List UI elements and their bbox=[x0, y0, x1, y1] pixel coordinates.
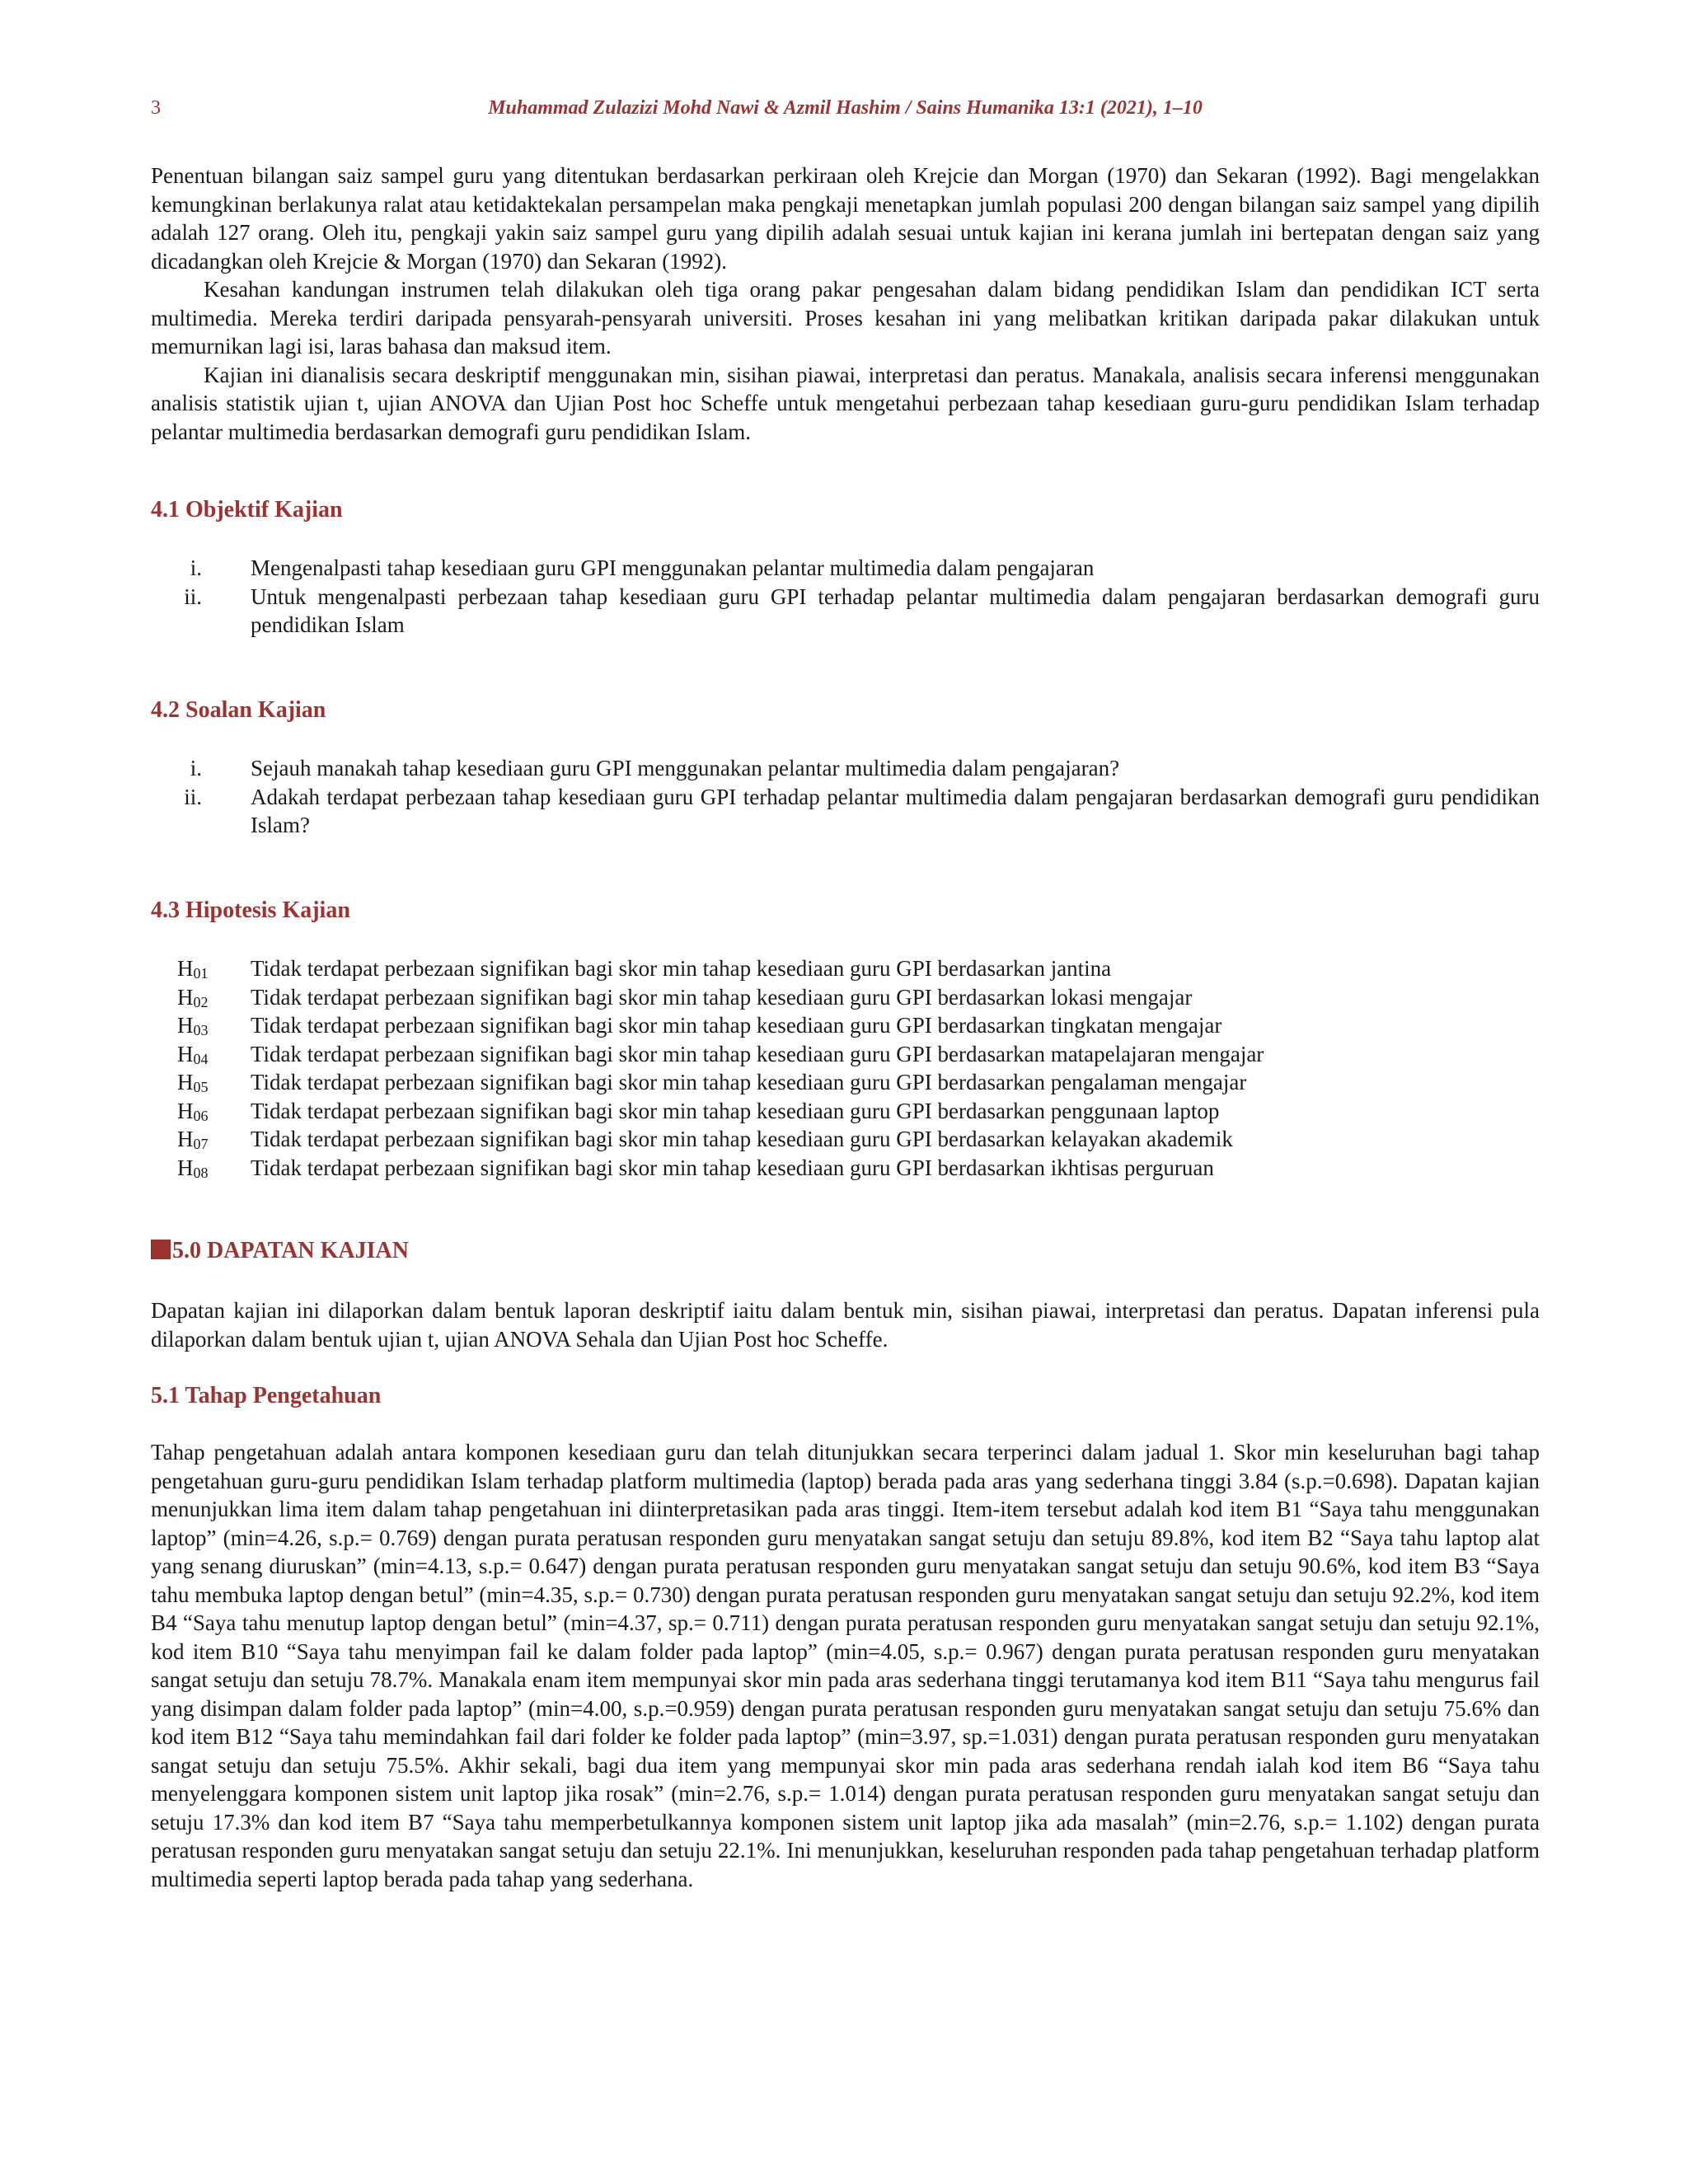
intro-section bbox=[151, 162, 1540, 446]
hypothesis-text: Tidak terdapat perbezaan signifikan bagi skor min tahap kesediaan guru GPI berdasarkan pengalaman mengajar bbox=[251, 1070, 1247, 1094]
list-item-text: Untuk mengenalpasti perbezaan tahap kesediaan guru GPI terhadap pelantar multimedia dalam pengajaran berdasarkan demografi guru pendidikan Islam bbox=[251, 583, 1540, 637]
page-header bbox=[151, 97, 1540, 130]
hypotheses-list bbox=[151, 954, 1540, 1182]
section-knowledge bbox=[151, 1383, 1540, 1409]
hypothesis-text: Tidak terdapat perbezaan signifikan bagi skor min tahap kesediaan guru GPI berdasarkan lokasi mengajar bbox=[251, 984, 1193, 1010]
list-marker: ii. bbox=[184, 784, 202, 809]
hypothesis-label: $H_{05}$ bbox=[177, 1070, 209, 1095]
hypothesis-text: Tidak terdapat perbezaan signifikan bagi skor min tahap kesediaan guru GPI berdasarkan kelayakan akademik bbox=[251, 1127, 1233, 1151]
section-questions bbox=[151, 697, 1540, 724]
hypothesis-label: $H_{03}$ bbox=[177, 1013, 209, 1038]
list-item bbox=[151, 783, 1540, 840]
list-item bbox=[151, 754, 1540, 783]
hypothesis-item bbox=[151, 1040, 1540, 1069]
hypothesis-item bbox=[151, 1011, 1540, 1040]
hypothesis-item bbox=[151, 983, 1540, 1012]
paragraph-validity: Kesahan kandungan instrumen telah dilakukan oleh tiga orang pakar pengesahan dalam bidang pendidikan Islam dan pendidikan ICT serta multimedia. Mereka terdiri daripada pensyarah-pensyarah universiti. Proses kesahan ini yang melibatkan kritikan daripada pakar dilakukan untuk memurnikan lagi isi, laras bahasa dan maksud item. bbox=[151, 277, 1540, 359]
list-marker: i. bbox=[190, 756, 202, 780]
section-heading: 4.3 Hipotesis Kajian bbox=[151, 898, 350, 923]
section-objectives bbox=[151, 497, 1540, 523]
paragraph-findings: Dapatan kajian ini dilaporkan dalam bentuk laporan deskriptif iaitu dalam bentuk min, sisihan piawai, interpretasi dan peratus. Dapatan inferensi pula dilaporkan dalam bentuk ujian t, ujian ANOVA Sehala dan Ujian Post hoc Scheffe. bbox=[151, 1298, 1540, 1352]
hypothesis-label: $H_{06}$ bbox=[177, 1098, 209, 1124]
hypothesis-item bbox=[151, 1154, 1540, 1183]
paragraph-knowledge: Tahap pengetahuan adalah antara komponen kesediaan guru dan telah ditunjukkan secara terperinci dalam jadual 1. Skor min keseluruhan bagi tahap pengetahuan guru-guru pendidikan Islam terhadap platform multimedia (laptop) berada pada aras yang sederhana tinggi 3.84 (s.p.=0.698). Dapatan kajian menunjukkan lima item dalam tahap pengetahuan ini diinterpretasikan pada aras tinggi. Item-item tersebut adalah kod item B1 “Saya tahu menggunakan laptop” (min=4.26, s.p.= 0.769) dengan purata peratusan responden guru menyatakan sangat setuju dan setuju 89.8%, kod item B2 “Saya tahu laptop alat yang senang diuruskan” (min=4.13, s.p.= 0.647) dengan purata peratusan responden guru menyatakan sangat setuju dan setuju 90.6%, kod item B3 “Saya tahu membuka laptop dengan betul” (min=4.35, s.p.= 0.730) dengan purata peratusan responden guru menyatakan sangat setuju dan setuju 92.2%, kod item B4 “Saya tahu menutup laptop dengan betul” (min=4.37, sp.= 0.711) dengan purata peratusan responden guru menyatakan sangat setuju dan setuju 92.1%, kod item B10 “Saya tahu menyimpan fail ke dalam folder pada laptop” (min=4.05, s.p.= 0.967) dengan purata peratusan responden guru menyatakan sangat setuju dan setuju 78.7%. Manakala enam item mempunyai skor min pada aras sederhana tinggi terutamanya kod item B11 “Saya tahu mengurus fail yang disimpan dalam folder pada laptop” (min=4.00, s.p.=0.959) dengan purata peratusan responden guru menyatakan sangat setuju dan setuju 75.6% dan kod item B12 “Saya tahu memindahkan fail dari folder ke folder pada laptop” (min=3.97, sp.=1.031) dengan purata peratusan responden guru menyatakan sangat setuju dan setuju 75.5%. Akhir sekali, bagi dua item yang mempunyai skor min pada aras sederhana rendah ialah kod item B6 “Saya tahu menyelenggara komponen sistem unit laptop jika rosak” (min=2.76, s.p.= 1.014) dengan purata peratusan responden guru menyatakan sangat setuju dan setuju 17.3% dan kod item B7 “Saya tahu memperbetulkannya komponen sistem unit laptop jika ada masalah” (min=2.76, s.p.= 1.102) dengan purata peratusan responden guru menyatakan sangat setuju dan setuju 22.1%. Ini menunjukkan, keseluruhan responden pada tahap pengetahuan terhadap platform multimedia seperti laptop berada pada tahap yang sederhana. bbox=[151, 1440, 1540, 1891]
hypothesis-label: $H_{04}$ bbox=[177, 1041, 209, 1067]
hypothesis-label: $H_{01}$ bbox=[177, 956, 209, 982]
list-item bbox=[151, 554, 1540, 583]
objectives-list bbox=[151, 554, 1540, 640]
findings-intro bbox=[151, 1296, 1540, 1353]
page-number: 3 bbox=[151, 97, 161, 119]
hypothesis-label: $H_{02}$ bbox=[177, 984, 209, 1010]
section-heading: 5.1 Tahap Pengetahuan bbox=[151, 1383, 382, 1408]
section-heading: 4.1 Objektif Kajian bbox=[151, 497, 343, 523]
list-item-text: Adakah terdapat perbezaan tahap kesediaan guru GPI terhadap pelantar multimedia dalam pengajaran berdasarkan demografi guru pendidikan Islam? bbox=[251, 784, 1540, 837]
square-bullet-icon bbox=[151, 1240, 171, 1259]
section-findings bbox=[151, 1238, 1540, 1264]
hypothesis-text: Tidak terdapat perbezaan signifikan bagi skor min tahap kesediaan guru GPI berdasarkan ikhtisas perguruan bbox=[251, 1155, 1214, 1180]
hypothesis-text: Tidak terdapat perbezaan signifikan bagi skor min tahap kesediaan guru GPI berdasarkan matapelajaran mengajar bbox=[251, 1041, 1264, 1066]
questions-list bbox=[151, 754, 1540, 840]
section-heading: 5.0 DAPATAN KAJIAN bbox=[151, 1238, 1540, 1264]
hypothesis-item bbox=[151, 1068, 1540, 1097]
knowledge-body bbox=[151, 1438, 1540, 1893]
hypothesis-item bbox=[151, 1097, 1540, 1126]
paragraph-analysis: Kajian ini dianalisis secara deskriptif menggunakan min, sisihan piawai, interpretasi dan peratus. Manakala, analisis secara inferensi menggunakan analisis statistik ujian t, ujian ANOVA dan Ujian Post hoc Scheffe untuk mengetahui perbezaan tahap kesediaan guru-guru pendidikan Islam terhadap pelantar multimedia berdasarkan demografi guru pendidikan Islam. bbox=[151, 362, 1540, 444]
list-marker: i. bbox=[190, 555, 202, 580]
list-item-text: Sejauh manakah tahap kesediaan guru GPI menggunakan pelantar multimedia dalam pengajaran? bbox=[251, 756, 1120, 780]
list-marker: ii. bbox=[184, 583, 202, 609]
list-item-text: Mengenalpasti tahap kesediaan guru GPI menggunakan pelantar multimedia dalam pengajaran bbox=[251, 555, 1095, 580]
hypothesis-text: Tidak terdapat perbezaan signifikan bagi skor min tahap kesediaan guru GPI berdasarkan tingkatan mengajar bbox=[251, 1013, 1222, 1038]
hypothesis-text: Tidak terdapat perbezaan signifikan bagi skor min tahap kesediaan guru GPI berdasarkan penggunaan laptop bbox=[251, 1098, 1220, 1123]
list-item bbox=[151, 583, 1540, 640]
hypothesis-label: $H_{07}$ bbox=[177, 1127, 209, 1152]
hypothesis-item bbox=[151, 954, 1540, 983]
section-heading: 4.2 Soalan Kajian bbox=[151, 697, 326, 723]
running-head: Muhammad Zulazizi Mohd Nawi & Azmil Hashim / Sains Humanika 13:1 (2021), 1–10 bbox=[488, 97, 1203, 119]
paragraph-sample-size: Penentuan bilangan saiz sampel guru yang ditentukan berdasarkan perkiraan oleh Krejcie dan Morgan (1970) dan Sekaran (1992). Bagi mengelakkan kemungkinan berlakunya ralat atau ketidaktekalan persampelan maka pengkaji menetapkan jumlah populasi 200 dengan bilangan saiz sampel yang dipilih adalah 127 orang. Oleh itu, pengkaji yakin saiz sampel guru yang dipilih adalah sesuai untuk kajian ini kerana jumlah ini bertepatan dengan saiz yang dicadangkan oleh Krejcie & Morgan (1970) dan Sekaran (1992). bbox=[151, 163, 1540, 274]
hypothesis-label: $H_{08}$ bbox=[177, 1155, 209, 1181]
hypothesis-item bbox=[151, 1125, 1540, 1154]
hypothesis-text: Tidak terdapat perbezaan signifikan bagi skor min tahap kesediaan guru GPI berdasarkan jantina bbox=[251, 956, 1112, 981]
section-hypotheses bbox=[151, 898, 1540, 924]
